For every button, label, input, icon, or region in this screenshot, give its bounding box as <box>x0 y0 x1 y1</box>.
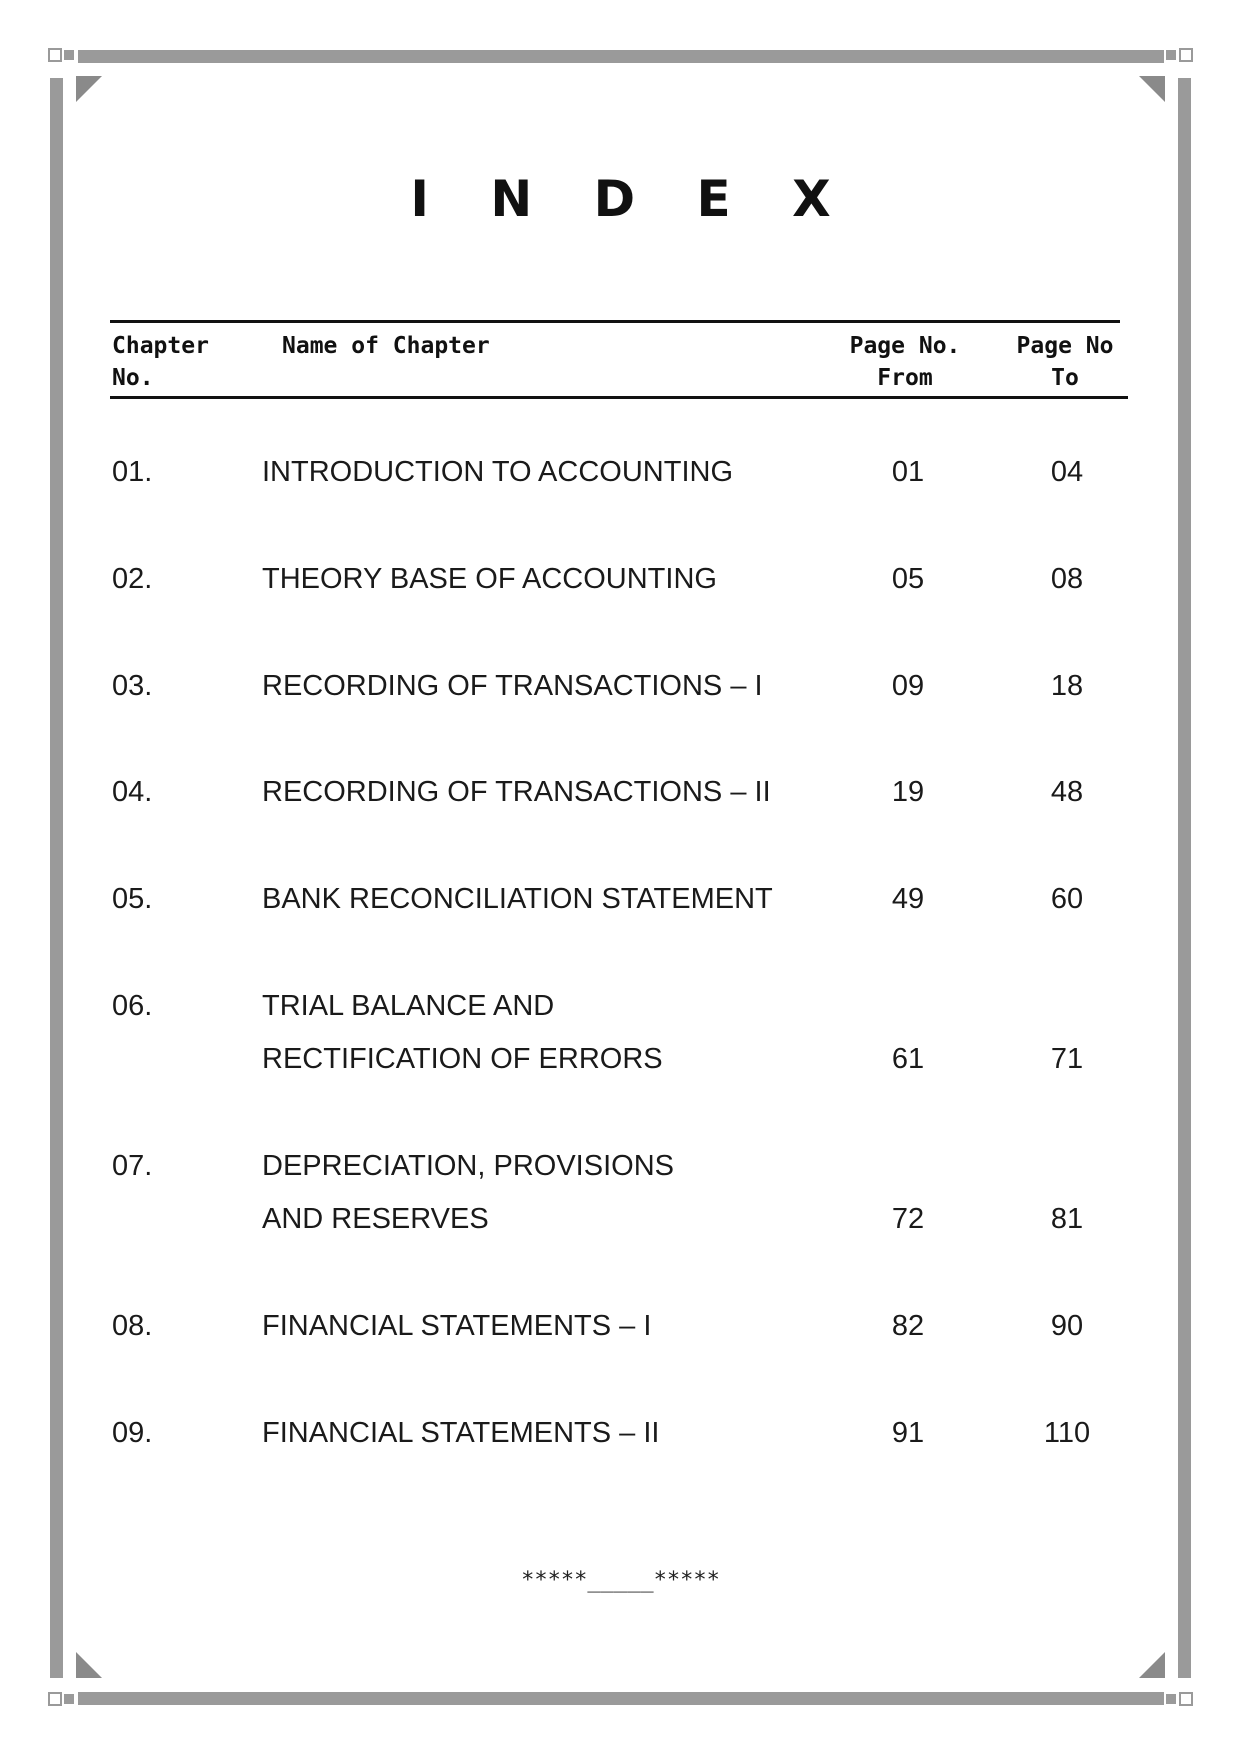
header-chapter-no: Chapter No. <box>112 333 209 391</box>
index-row <box>0 660 1241 720</box>
page-from: 91 <box>891 1417 925 1449</box>
index-row <box>0 1300 1241 1360</box>
page-from: 49 <box>891 883 925 915</box>
chapter-name: INTRODUCTION TO ACCOUNTING <box>262 456 733 488</box>
index-row <box>0 766 1241 826</box>
header-page-from: Page No. From <box>849 333 961 391</box>
corner-triangle-icon-bottom-left <box>76 1652 102 1678</box>
chapter-name: THEORY BASE OF ACCOUNTING <box>262 563 717 595</box>
page-to: 04 <box>1050 456 1084 488</box>
corner-square-top-left <box>48 48 62 62</box>
page-to: 08 <box>1050 563 1084 595</box>
corner-square-top-right <box>1179 48 1193 62</box>
chapter-number: 02. <box>112 563 153 595</box>
corner-triangle-icon-top-left <box>76 76 102 102</box>
index-row-continued <box>0 1033 1241 1093</box>
corner-square-bottom-right <box>1179 1692 1193 1706</box>
page-title: I N D E X <box>410 170 853 228</box>
page-to: 81 <box>1050 1203 1084 1235</box>
chapter-number: 03. <box>112 670 153 702</box>
corner-block-top-left <box>64 50 74 60</box>
chapter-name: FINANCIAL STATEMENTS – I <box>262 1310 652 1342</box>
chapter-name: DEPRECIATION, PROVISIONS <box>262 1150 674 1182</box>
corner-square-bottom-left <box>48 1692 62 1706</box>
header-page-to: Page No To <box>1016 333 1114 391</box>
corner-block-bottom-left <box>64 1694 74 1704</box>
page-from: 82 <box>891 1310 925 1342</box>
page-to: 60 <box>1050 883 1084 915</box>
end-ornament: *****_____***** <box>521 1568 720 1593</box>
index-row <box>0 1407 1241 1467</box>
index-row <box>0 1140 1241 1200</box>
chapter-name: RECORDING OF TRANSACTIONS – II <box>262 776 771 808</box>
page-from: 61 <box>891 1043 925 1075</box>
page-from: 09 <box>891 670 925 702</box>
chapter-number: 09. <box>112 1417 153 1449</box>
corner-block-top-right <box>1166 50 1176 60</box>
page-to: 71 <box>1050 1043 1084 1075</box>
page-to: 90 <box>1050 1310 1084 1342</box>
index-row <box>0 553 1241 613</box>
header-top-rule <box>110 320 1120 323</box>
chapter-number: 06. <box>112 990 153 1022</box>
header-chapter-name: Name of Chapter <box>282 333 490 359</box>
chapter-name: FINANCIAL STATEMENTS – II <box>262 1417 660 1449</box>
page-to: 48 <box>1050 776 1084 808</box>
index-row <box>0 980 1241 1040</box>
index-row <box>0 873 1241 933</box>
page-to: 110 <box>1043 1417 1091 1449</box>
page-from: 72 <box>891 1203 925 1235</box>
index-row <box>0 446 1241 506</box>
chapter-number: 05. <box>112 883 153 915</box>
chapter-name: TRIAL BALANCE AND <box>262 990 555 1022</box>
frame-top-border <box>78 50 1164 63</box>
page-to: 18 <box>1050 670 1084 702</box>
chapter-name: RECORDING OF TRANSACTIONS – I <box>262 670 763 702</box>
chapter-name-continued: AND RESERVES <box>262 1203 489 1235</box>
header-bottom-rule <box>110 396 1128 399</box>
chapter-number: 08. <box>112 1310 153 1342</box>
chapter-name: BANK RECONCILIATION STATEMENT <box>262 883 773 915</box>
chapter-name-continued: RECTIFICATION OF ERRORS <box>262 1043 663 1075</box>
index-row-continued <box>0 1193 1241 1253</box>
page-from: 05 <box>891 563 925 595</box>
chapter-number: 01. <box>112 456 153 488</box>
frame-bottom-border <box>78 1692 1164 1705</box>
corner-block-bottom-right <box>1166 1694 1176 1704</box>
chapter-number: 04. <box>112 776 153 808</box>
page-from: 01 <box>891 456 925 488</box>
corner-triangle-icon-bottom-right <box>1139 1652 1165 1678</box>
corner-triangle-icon-top-right <box>1139 76 1165 102</box>
chapter-number: 07. <box>112 1150 153 1182</box>
page-from: 19 <box>891 776 925 808</box>
